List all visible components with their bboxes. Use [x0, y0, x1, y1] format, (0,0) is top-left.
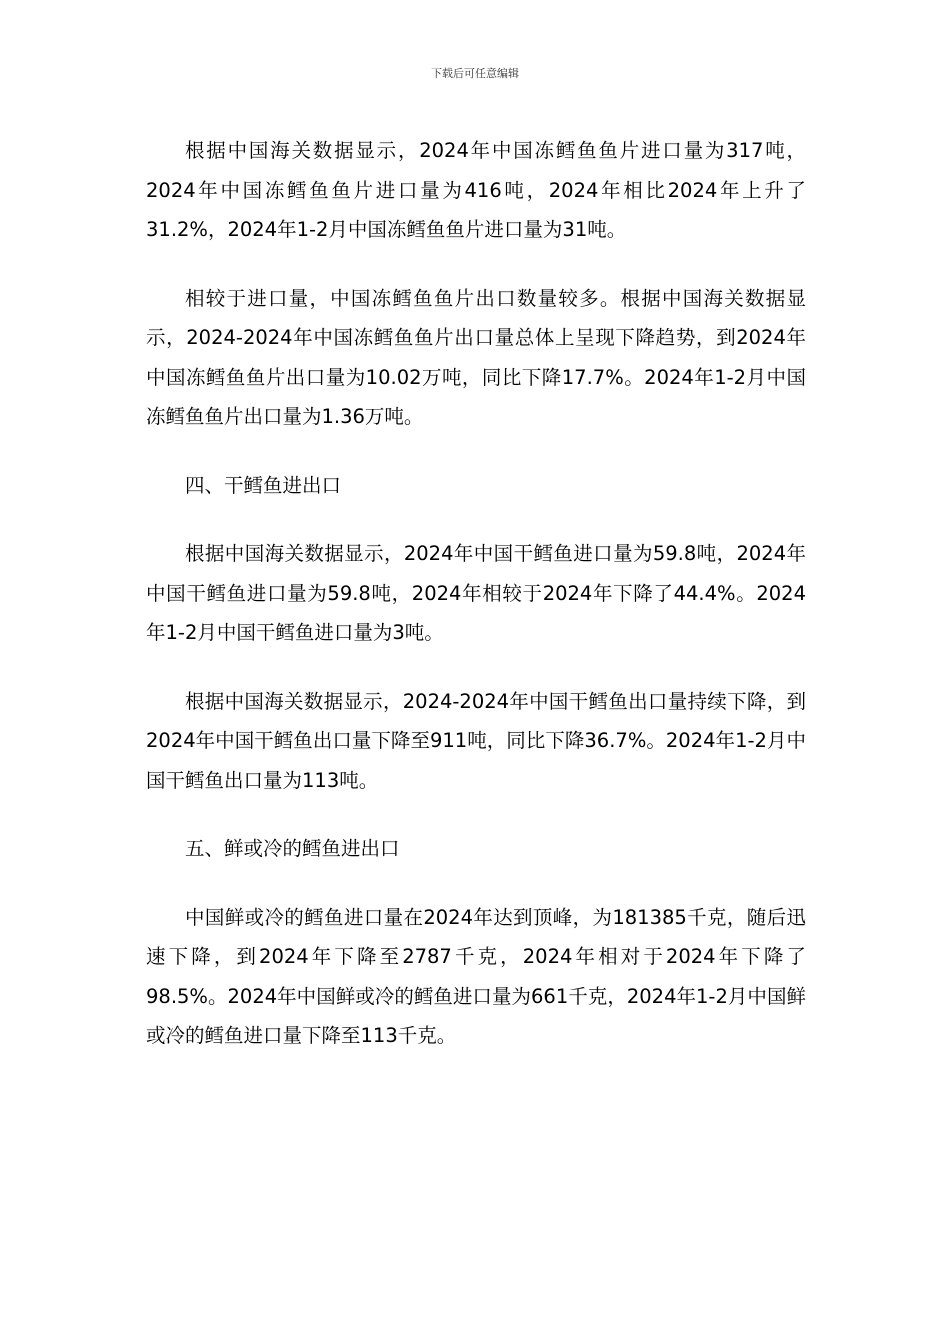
paragraph-frozen-fillet-import: 根据中国海关数据显示，2024年中国冻鳕鱼鱼片进口量为317吨，2024年中国冻鳕鱼鱼片进口量为416吨，2024年相比2024年上升了31.2%，2024年1-2月中国冻鳕鱼鱼片进口量为31吨。: [146, 139, 806, 241]
section-heading-dried-cod: 四、干鳕鱼进出口: [185, 473, 342, 497]
paragraph-dried-cod-import: 根据中国海关数据显示，2024年中国干鳕鱼进口量为59.8吨，2024年中国干鳕鱼进口量为59.8吨，2024年相较于2024年下降了44.4%。2024年1-2月中国干鳕鱼进口量为3吨。: [146, 542, 806, 644]
document-body: [146, 131, 806, 1085]
paragraph-fresh-chilled-cod-import: 中国鲜或冷的鳕鱼进口量在2024年达到顶峰，为181385千克，随后迅速下降，到2024年下降至2787千克，2024年相对于2024年下降了98.5%。2024年中国鲜或冷的鳕鱼进口量为661千克，2024年1-2月中国鲜或冷的鳕鱼进口量下降至113千克。: [146, 905, 806, 1047]
page-header: 下载后可任意编辑: [431, 67, 519, 80]
paragraph-dried-cod-export: 根据中国海关数据显示，2024-2024年中国干鳕鱼出口量持续下降，到2024年中国干鳕鱼出口量下降至911吨，同比下降36.7%。2024年1-2月中国干鳕鱼出口量为113吨。: [146, 689, 806, 792]
paragraph-frozen-fillet-export: 相较于进口量，中国冻鳕鱼鱼片出口数量较多。根据中国海关数据显示，2024-2024年中国冻鳕鱼鱼片出口量总体上呈现下降趋势，到2024年中国冻鳕鱼鱼片出口量为10.02万吨，同比下降17.7%。2024年1-2月中国冻鳕鱼鱼片出口量为1.36万吨。: [146, 286, 806, 428]
section-heading-fresh-chilled-cod: 五、鲜或冷的鳕鱼进出口: [185, 837, 400, 860]
